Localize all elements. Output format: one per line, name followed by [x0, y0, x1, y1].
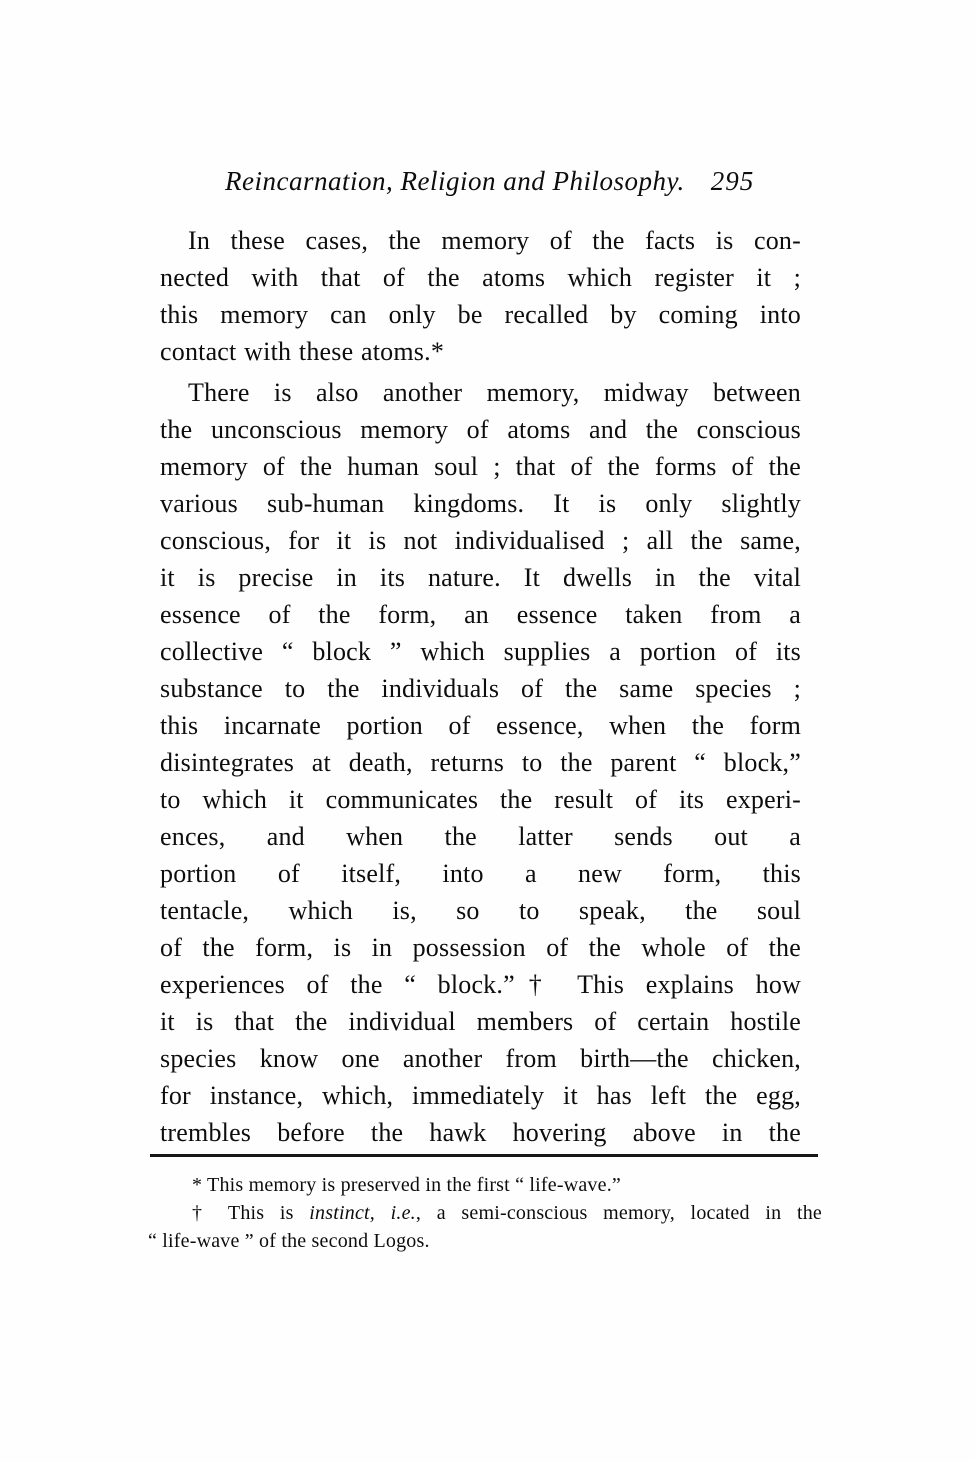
body-line: this memory can only be recalled by coming into — [160, 300, 801, 329]
page-number: 295 — [710, 166, 755, 196]
footnote-rule — [150, 1154, 818, 1157]
body-line: There is also another memory, midway between — [188, 378, 801, 407]
body-line: nected with that of the atoms which register it ; — [160, 263, 801, 292]
body-line: contact with these atoms.* — [160, 337, 445, 366]
footnote-line: “ life-wave ” of the second Logos. — [148, 1230, 430, 1252]
paragraph-2 — [160, 374, 801, 1151]
running-header — [225, 163, 825, 200]
footnote-italic-text: instinct, i.e. — [309, 1202, 416, 1224]
footnotes — [148, 1171, 822, 1255]
body-line: In these cases, the memory of the facts is con- — [188, 226, 801, 255]
body-line: the unconscious memory of atoms and the conscious — [160, 415, 801, 444]
body-line: substance to the individuals of the same species ; — [160, 674, 801, 703]
body-line: portion of itself, into a new form, this — [160, 859, 801, 888]
body-line: essence of the form, an essence taken from a — [160, 600, 801, 629]
body-line: it is that the individual members of certain hostile — [160, 1007, 801, 1036]
body-line: it is precise in its nature. It dwells in the vital — [160, 563, 801, 592]
body-line: collective “ block ” which supplies a portion of its — [160, 637, 801, 666]
footnote-line — [148, 1199, 822, 1227]
footnote-text: , a semi-conscious memory, located in the — [415, 1202, 822, 1224]
paragraph-1 — [160, 222, 801, 370]
body-line: this incarnate portion of essence, when the form — [160, 711, 801, 740]
body-line: of the form, is in possession of the whole of the — [160, 933, 801, 962]
body-line: experiences of the “ block.”† This explains how — [160, 970, 801, 999]
body-line: various sub-human kingdoms. It is only slightly — [160, 489, 801, 518]
footnote-line: * This memory is preserved in the first “ life-wave.” — [192, 1174, 621, 1196]
body-line: memory of the human soul ; that of the forms of the — [160, 452, 801, 481]
body-text — [160, 222, 801, 1151]
body-line: trembles before the hawk hovering above in the — [160, 1118, 801, 1147]
body-line: disintegrates at death, returns to the parent “ block,” — [160, 748, 801, 777]
body-line: ences, and when the latter sends out a — [160, 822, 801, 851]
body-line: conscious, for it is not individualised ; all the same, — [160, 526, 801, 555]
body-line: tentacle, which is, so to speak, the soul — [160, 896, 801, 925]
body-line: for instance, which, immediately it has left the egg, — [160, 1081, 801, 1110]
running-title: Reincarnation, Religion and Philosophy. — [225, 166, 685, 196]
body-line: species know one another from birth—the chicken, — [160, 1044, 801, 1073]
body-line: to which it communicates the result of its experi- — [160, 785, 801, 814]
footnote-text: † This is — [192, 1202, 310, 1224]
